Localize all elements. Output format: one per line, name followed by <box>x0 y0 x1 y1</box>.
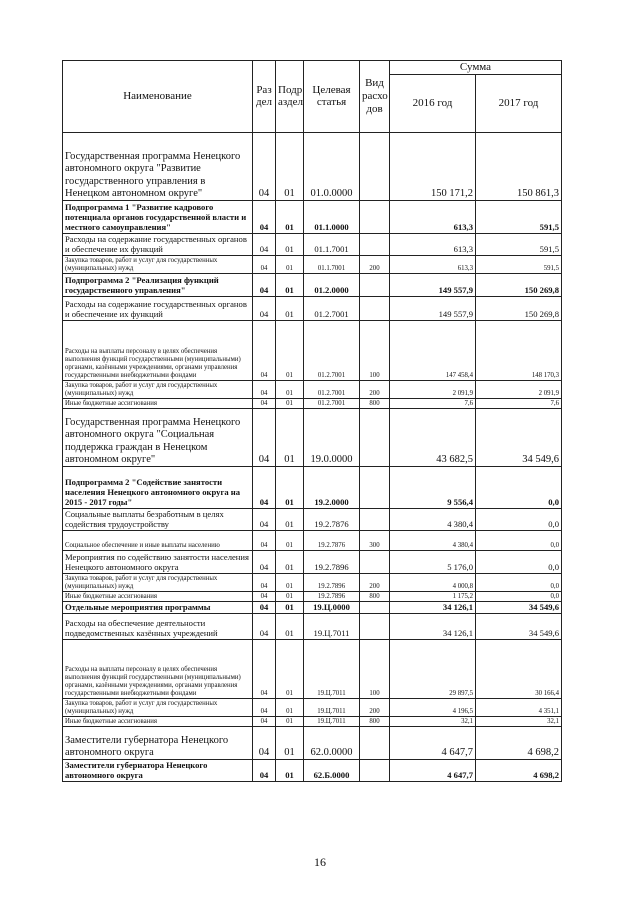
row-name: Подпрограмма 1 "Развитие кадрового потенциала органов государственной власти и местного самоуправления" <box>63 200 253 233</box>
row-amount-2017: 4 698,2 <box>476 759 562 781</box>
row-amount-2017: 0,0 <box>476 591 562 601</box>
row-razdel: 04 <box>253 591 276 601</box>
row-target: 01.2.0000 <box>304 273 360 296</box>
row-vid: 200 <box>360 380 390 398</box>
row-name: Социальное обеспечение и иные выплаты населению <box>63 530 253 550</box>
row-vid: 200 <box>360 573 390 591</box>
table-row <box>63 408 562 466</box>
row-razdel: 04 <box>253 530 276 550</box>
row-target: 19.2.0000 <box>304 466 360 508</box>
row-amount-2017: 150 269,8 <box>476 296 562 320</box>
row-podrazdel: 01 <box>276 380 304 398</box>
row-podrazdel: 01 <box>276 408 304 466</box>
row-target: 19.2.7876 <box>304 508 360 530</box>
table-row <box>63 200 562 233</box>
table-body <box>63 132 562 781</box>
row-name: Социальные выплаты безработным в целях содействия трудоустройству <box>63 508 253 530</box>
row-razdel: 04 <box>253 601 276 613</box>
row-target: 19.2.7896 <box>304 573 360 591</box>
row-vid <box>360 273 390 296</box>
row-name: Мероприятия по содействию занятости населения Ненецкого автономного округа <box>63 550 253 573</box>
row-podrazdel: 01 <box>276 233 304 255</box>
row-name: Отдельные мероприятия программы <box>63 601 253 613</box>
row-razdel: 04 <box>253 233 276 255</box>
row-name: Подпрограмма 2 "Содействие занятости населения Ненецкого автономного округа на 2015 - 2017 годы" <box>63 466 253 508</box>
header-vid: Вид расхо дов <box>360 61 390 133</box>
row-name: Расходы на обеспечение деятельности подведомственных казённых учреждений <box>63 613 253 639</box>
row-podrazdel: 01 <box>276 716 304 726</box>
row-razdel: 04 <box>253 273 276 296</box>
row-razdel: 04 <box>253 132 276 200</box>
row-name: Подпрограмма 2 "Реализация функций государственного управления" <box>63 273 253 296</box>
row-vid: 100 <box>360 320 390 380</box>
row-vid <box>360 508 390 530</box>
table-row <box>63 613 562 639</box>
row-podrazdel: 01 <box>276 601 304 613</box>
row-podrazdel: 01 <box>276 550 304 573</box>
row-amount-2016: 4 196,5 <box>390 698 476 716</box>
table-row <box>63 466 562 508</box>
row-amount-2016: 149 557,9 <box>390 296 476 320</box>
row-razdel: 04 <box>253 550 276 573</box>
row-vid <box>360 408 390 466</box>
row-amount-2016: 149 557,9 <box>390 273 476 296</box>
row-podrazdel: 01 <box>276 591 304 601</box>
row-amount-2016: 9 556,4 <box>390 466 476 508</box>
table-row <box>63 255 562 273</box>
row-amount-2016: 1 175,2 <box>390 591 476 601</box>
row-razdel: 04 <box>253 508 276 530</box>
row-vid <box>360 726 390 759</box>
row-razdel: 04 <box>253 380 276 398</box>
row-vid <box>360 200 390 233</box>
row-amount-2016: 34 126,1 <box>390 613 476 639</box>
row-target: 19.Ц.7011 <box>304 613 360 639</box>
row-target: 19.Ц.7011 <box>304 639 360 698</box>
row-name: Государственная программа Ненецкого автономного округа "Развитие государственного управления в Ненецком автономном округе" <box>63 132 253 200</box>
table-row <box>63 398 562 408</box>
row-amount-2016: 147 458,4 <box>390 320 476 380</box>
row-target: 19.Ц.0000 <box>304 601 360 613</box>
table-row <box>63 508 562 530</box>
row-razdel: 04 <box>253 200 276 233</box>
row-podrazdel: 01 <box>276 613 304 639</box>
row-amount-2017: 148 170,3 <box>476 320 562 380</box>
row-amount-2016: 613,3 <box>390 233 476 255</box>
row-target: 19.2.7876 <box>304 530 360 550</box>
row-name: Заместители губернатора Ненецкого автономного округа <box>63 726 253 759</box>
table-row <box>63 273 562 296</box>
row-target: 62.0.0000 <box>304 726 360 759</box>
row-target: 19.Ц.7011 <box>304 698 360 716</box>
row-target: 01.1.7001 <box>304 233 360 255</box>
row-target: 01.1.0000 <box>304 200 360 233</box>
row-podrazdel: 01 <box>276 530 304 550</box>
row-target: 01.2.7001 <box>304 320 360 380</box>
row-amount-2017: 0,0 <box>476 550 562 573</box>
row-razdel: 04 <box>253 716 276 726</box>
row-name: Закупка товаров, работ и услуг для государственных (муниципальных) нужд <box>63 698 253 716</box>
row-amount-2017: 0,0 <box>476 573 562 591</box>
header-razdel: Раз дел <box>253 61 276 133</box>
row-podrazdel: 01 <box>276 200 304 233</box>
row-podrazdel: 01 <box>276 398 304 408</box>
row-razdel: 04 <box>253 726 276 759</box>
row-amount-2016: 4 380,4 <box>390 530 476 550</box>
row-name: Иные бюджетные ассигнования <box>63 716 253 726</box>
row-amount-2016: 4 000,8 <box>390 573 476 591</box>
row-vid: 200 <box>360 255 390 273</box>
row-podrazdel: 01 <box>276 726 304 759</box>
table-row <box>63 759 562 781</box>
row-amount-2017: 7,6 <box>476 398 562 408</box>
row-amount-2016: 4 647,7 <box>390 759 476 781</box>
row-amount-2017: 4 351,1 <box>476 698 562 716</box>
row-razdel: 04 <box>253 296 276 320</box>
row-podrazdel: 01 <box>276 466 304 508</box>
table-row <box>63 320 562 380</box>
table-row <box>63 698 562 716</box>
row-target: 19.0.0000 <box>304 408 360 466</box>
row-razdel: 04 <box>253 698 276 716</box>
row-razdel: 04 <box>253 573 276 591</box>
row-podrazdel: 01 <box>276 639 304 698</box>
row-target: 62.Б.0000 <box>304 759 360 781</box>
row-name: Расходы на содержание государственных органов и обеспечение их функций <box>63 233 253 255</box>
row-amount-2017: 150 861,3 <box>476 132 562 200</box>
row-amount-2017: 0,0 <box>476 508 562 530</box>
row-amount-2016: 4 380,4 <box>390 508 476 530</box>
row-vid <box>360 613 390 639</box>
table-row <box>63 380 562 398</box>
row-target: 01.2.7001 <box>304 380 360 398</box>
table-row <box>63 591 562 601</box>
row-amount-2017: 34 549,6 <box>476 601 562 613</box>
row-amount-2016: 32,1 <box>390 716 476 726</box>
row-amount-2017: 4 698,2 <box>476 726 562 759</box>
row-razdel: 04 <box>253 320 276 380</box>
row-name: Иные бюджетные ассигнования <box>63 398 253 408</box>
table-row <box>63 601 562 613</box>
row-amount-2017: 591,5 <box>476 233 562 255</box>
row-vid <box>360 132 390 200</box>
row-podrazdel: 01 <box>276 508 304 530</box>
table-header <box>63 61 562 133</box>
header-year-2016: 2016 год <box>390 74 476 132</box>
row-podrazdel: 01 <box>276 273 304 296</box>
row-amount-2017: 34 549,6 <box>476 613 562 639</box>
budget-table <box>62 60 562 782</box>
row-podrazdel: 01 <box>276 320 304 380</box>
table-row <box>63 132 562 200</box>
row-target: 01.2.7001 <box>304 398 360 408</box>
row-name: Заместители губернатора Ненецкого автономного округа <box>63 759 253 781</box>
row-amount-2017: 591,5 <box>476 255 562 273</box>
row-podrazdel: 01 <box>276 573 304 591</box>
row-vid <box>360 296 390 320</box>
row-vid <box>360 550 390 573</box>
table-row <box>63 716 562 726</box>
row-razdel: 04 <box>253 759 276 781</box>
row-name: Расходы на выплаты персоналу в целях обеспечения выполнения функций государственными (муниципальными) органами, казёнными учреждениями, органами управления государственными внебюджетными фондами <box>63 639 253 698</box>
row-amount-2016: 5 176,0 <box>390 550 476 573</box>
row-vid: 200 <box>360 698 390 716</box>
header-name: Наименование <box>63 61 253 133</box>
row-amount-2016: 43 682,5 <box>390 408 476 466</box>
row-razdel: 04 <box>253 398 276 408</box>
row-target: 01.0.0000 <box>304 132 360 200</box>
header-target: Целевая статья <box>304 61 360 133</box>
row-vid: 300 <box>360 530 390 550</box>
row-amount-2016: 34 126,1 <box>390 601 476 613</box>
row-vid <box>360 601 390 613</box>
row-target: 19.2.7896 <box>304 550 360 573</box>
row-vid: 800 <box>360 398 390 408</box>
row-amount-2016: 613,3 <box>390 255 476 273</box>
table-row <box>63 573 562 591</box>
row-name: Расходы на содержание государственных органов и обеспечение их функций <box>63 296 253 320</box>
row-amount-2016: 613,3 <box>390 200 476 233</box>
row-target: 19.2.7896 <box>304 591 360 601</box>
row-name: Расходы на выплаты персоналу в целях обеспечения выполнения функций государственными (муниципальными) органами, казёнными учреждениями, органами управления государственными внебюджетными фондами <box>63 320 253 380</box>
table-row <box>63 296 562 320</box>
row-amount-2017: 30 166,4 <box>476 639 562 698</box>
header-year-2017: 2017 год <box>476 74 562 132</box>
row-podrazdel: 01 <box>276 296 304 320</box>
table-row <box>63 530 562 550</box>
table-row <box>63 233 562 255</box>
row-name: Закупка товаров, работ и услуг для государственных (муниципальных) нужд <box>63 255 253 273</box>
row-target: 01.1.7001 <box>304 255 360 273</box>
row-amount-2017: 32,1 <box>476 716 562 726</box>
page-number: 16 <box>314 855 326 869</box>
row-podrazdel: 01 <box>276 255 304 273</box>
row-vid <box>360 759 390 781</box>
table-row <box>63 639 562 698</box>
row-name: Закупка товаров, работ и услуг для государственных (муниципальных) нужд <box>63 380 253 398</box>
row-amount-2016: 2 091,9 <box>390 380 476 398</box>
row-amount-2017: 150 269,8 <box>476 273 562 296</box>
row-vid <box>360 233 390 255</box>
row-podrazdel: 01 <box>276 698 304 716</box>
row-vid: 100 <box>360 639 390 698</box>
row-target: 01.2.7001 <box>304 296 360 320</box>
table-row <box>63 550 562 573</box>
row-razdel: 04 <box>253 408 276 466</box>
row-amount-2017: 34 549,6 <box>476 408 562 466</box>
row-vid <box>360 466 390 508</box>
row-razdel: 04 <box>253 613 276 639</box>
row-amount-2016: 4 647,7 <box>390 726 476 759</box>
row-name: Государственная программа Ненецкого автономного округа "Социальная поддержка граждан в Ненецком автономном округе" <box>63 408 253 466</box>
row-name: Иные бюджетные ассигнования <box>63 591 253 601</box>
row-amount-2017: 0,0 <box>476 530 562 550</box>
row-vid: 800 <box>360 591 390 601</box>
header-podrazdel: Подр аздел <box>276 61 304 133</box>
row-amount-2017: 0,0 <box>476 466 562 508</box>
row-vid: 800 <box>360 716 390 726</box>
row-amount-2016: 150 171,2 <box>390 132 476 200</box>
row-amount-2017: 2 091,9 <box>476 380 562 398</box>
row-amount-2016: 7,6 <box>390 398 476 408</box>
row-podrazdel: 01 <box>276 759 304 781</box>
header-summa: Сумма <box>390 61 562 75</box>
table-row <box>63 726 562 759</box>
row-razdel: 04 <box>253 466 276 508</box>
row-name: Закупка товаров, работ и услуг для государственных (муниципальных) нужд <box>63 573 253 591</box>
row-razdel: 04 <box>253 255 276 273</box>
row-amount-2016: 29 897,5 <box>390 639 476 698</box>
row-target: 19.Ц.7011 <box>304 716 360 726</box>
row-podrazdel: 01 <box>276 132 304 200</box>
row-razdel: 04 <box>253 639 276 698</box>
row-amount-2017: 591,5 <box>476 200 562 233</box>
